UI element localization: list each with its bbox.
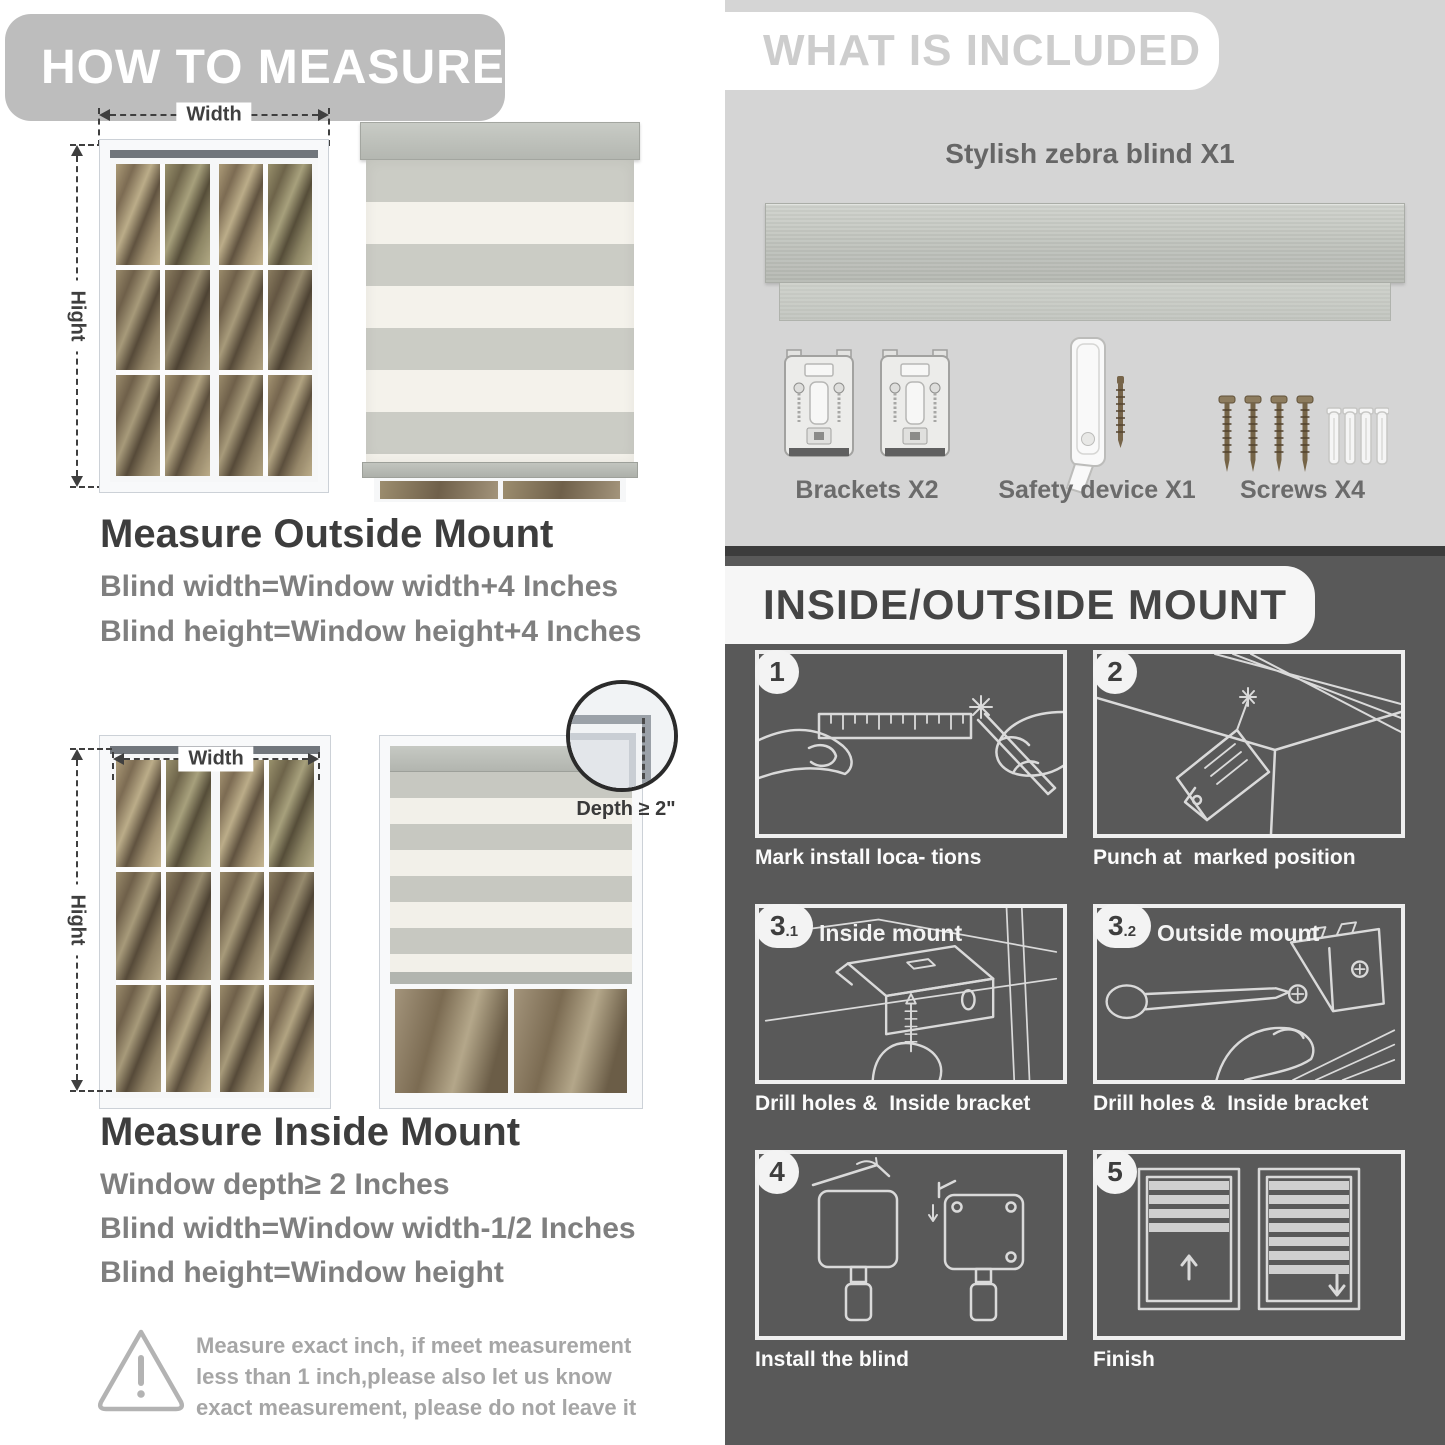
window-pane <box>269 985 314 1092</box>
window-pane <box>219 375 263 476</box>
window-sashes <box>110 754 320 1098</box>
window-pane <box>514 989 627 1093</box>
window-sash <box>110 158 216 482</box>
arrowhead-down-icon <box>71 476 83 487</box>
outside-mount-line-1: Blind width=Window width+4 Inches <box>100 570 619 603</box>
mark-locations-illustration <box>759 654 1063 834</box>
step-3-2-badge: 3 .2 <box>1093 904 1151 948</box>
step-3-1-title: Inside mount <box>819 920 963 946</box>
step-3-2-caption: Drill holes & Inside bracket <box>1093 1092 1369 1115</box>
measure-warning-text: Measure exact inch, if meet measurement less than 1 inch,please also let us know exact measurement, please do not leave it <box>196 1333 637 1421</box>
height-label: Hight <box>65 884 90 955</box>
width-arrow-inside <box>112 742 320 782</box>
step-5-caption: Finish <box>1093 1348 1155 1371</box>
step-2-badge: 2 <box>1093 650 1137 694</box>
what-is-included-header <box>725 12 1219 90</box>
window-pane <box>220 985 265 1092</box>
outside-mount-line-2: Blind height=Window height+4 Inches <box>100 615 642 648</box>
arrowhead-up-icon <box>71 145 83 156</box>
drill-illustration <box>1097 654 1401 834</box>
step-4-badge: 4 <box>755 1150 799 1194</box>
blind-bottom-rail <box>390 972 632 984</box>
what-is-included-title: WHAT IS INCLUDED <box>763 26 1202 75</box>
window-pane <box>165 270 209 371</box>
window-top-reveal <box>110 150 318 158</box>
window-photo-outside <box>100 140 328 492</box>
window-pane <box>166 872 211 979</box>
outside-mount-title: Measure Outside Mount <box>100 512 554 556</box>
safety-device-icon <box>1055 336 1135 496</box>
window-pane <box>219 164 263 265</box>
window-pane <box>268 164 312 265</box>
magnified-depth-dash <box>642 718 645 778</box>
window-panes <box>390 984 632 1098</box>
window-sash <box>110 754 217 1098</box>
window-pane <box>380 481 498 499</box>
step-3-1-panel <box>755 904 1067 1084</box>
zebra-blind-photo <box>360 122 640 502</box>
height-arrow-inside <box>60 748 96 1092</box>
window-pane <box>116 164 160 265</box>
step-1-panel <box>755 650 1067 838</box>
screws-caption: Screws X4 <box>1239 476 1366 504</box>
step-3-1-badge: 3 .1 <box>755 904 813 948</box>
step-5-panel <box>1093 1150 1405 1340</box>
inside-outside-mount-section <box>725 556 1445 1445</box>
magnified-frame-inner <box>566 733 636 792</box>
blind-bottom-rail <box>362 462 638 478</box>
window-sashes <box>110 158 318 482</box>
step-5-badge: 5 <box>1093 1150 1137 1194</box>
window-pane <box>269 872 314 979</box>
inside-mount-title: Measure Inside Mount <box>100 1110 521 1154</box>
step-3-2-panel <box>1093 904 1405 1084</box>
step-1-badge: 1 <box>755 650 799 694</box>
finish-illustration <box>1097 1154 1401 1336</box>
width-label: Width <box>178 747 253 772</box>
install-blind-illustration <box>759 1154 1063 1336</box>
arrowhead-left-icon <box>99 109 110 121</box>
window-sash <box>217 754 321 1098</box>
arrowhead-left-icon <box>113 753 124 765</box>
inside-mount-line-2: Blind width=Window width-1/2 Inches <box>100 1212 636 1245</box>
window-pane <box>165 164 209 265</box>
brackets-icon <box>783 348 953 473</box>
arrowhead-right-icon <box>318 109 329 121</box>
brackets-caption: Brackets X2 <box>795 476 939 504</box>
window-with-inside-blind <box>380 736 642 1108</box>
width-label: Width <box>176 103 251 128</box>
window-pane <box>116 872 161 979</box>
what-is-included-section <box>725 0 1445 546</box>
stylish-zebra-blind-label: Stylish zebra blind X1 <box>945 138 1235 169</box>
blind-cassette <box>360 122 640 160</box>
window-pane <box>166 985 211 1092</box>
arrowhead-right-icon <box>308 753 319 765</box>
window-pane <box>116 985 161 1092</box>
window-pane <box>116 375 160 476</box>
mount-title: INSIDE/OUTSIDE MOUNT <box>763 581 1288 628</box>
step-2-panel <box>1093 650 1405 838</box>
inside-mount-line-1: Window depth≥ 2 Inches <box>100 1168 450 1201</box>
step-3-2-title: Outside mount <box>1157 920 1320 946</box>
window-sliver <box>374 478 626 502</box>
arrowhead-up-icon <box>71 749 83 760</box>
step-4-panel <box>755 1150 1067 1340</box>
window-pane <box>395 989 508 1093</box>
height-label: Hight <box>65 280 90 351</box>
window-pane <box>503 481 621 499</box>
arrowhead-down-icon <box>71 1080 83 1091</box>
headrail-valance <box>779 283 1391 321</box>
section-divider <box>725 546 1445 556</box>
window-pane <box>116 270 160 371</box>
inside-mount-line-3: Blind height=Window height <box>100 1256 504 1289</box>
mount-header <box>725 566 1315 644</box>
step-2-caption: Punch at marked position <box>1093 846 1356 869</box>
depth-label: Depth ≥ 2" <box>576 798 676 820</box>
window-pane <box>165 375 209 476</box>
window-pane <box>268 375 312 476</box>
window-photo-inside <box>100 736 330 1108</box>
magnifier-circle-icon <box>566 680 678 792</box>
step-4-caption: Install the blind <box>755 1348 910 1371</box>
window-pane <box>219 270 263 371</box>
window-sash <box>216 158 319 482</box>
step-3-1-caption: Drill holes & Inside bracket <box>755 1092 1031 1115</box>
how-to-measure-title: HOW TO MEASURE <box>41 41 505 94</box>
step-1-caption: Mark install loca- tions <box>755 846 982 869</box>
safety-device-caption: Safety device X1 <box>998 476 1196 504</box>
height-arrow-outside <box>60 144 96 488</box>
blind-fabric-stripes <box>366 160 634 462</box>
headrail-cassette <box>765 203 1405 283</box>
window-pane <box>268 270 312 371</box>
screws-icon <box>1217 394 1389 480</box>
warning-triangle-icon <box>95 1322 187 1418</box>
window-pane <box>220 872 265 979</box>
